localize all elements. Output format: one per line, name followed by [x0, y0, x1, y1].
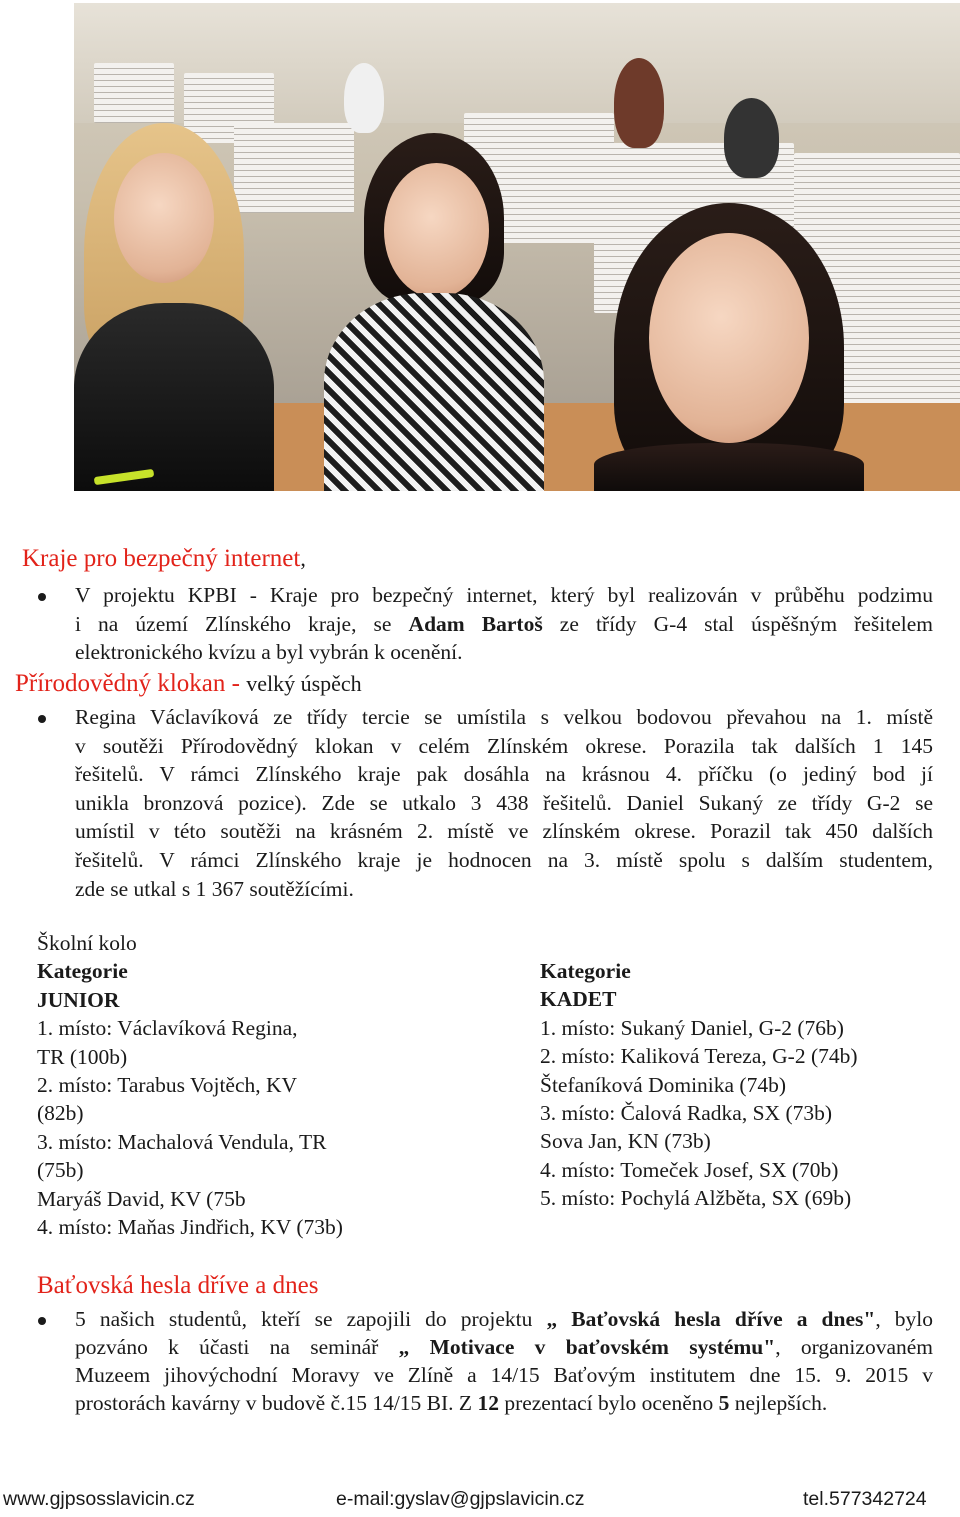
result-line: Štefaníková Dominika (74b)	[540, 1072, 787, 1097]
category-heading: Kategorie	[37, 959, 128, 984]
round-label: Školní kolo	[37, 931, 137, 955]
result-line: 3. místo: Machalová Vendula, TR	[37, 1129, 327, 1154]
heading-batovska-hesla: Baťovská hesla dříve a dnes	[37, 1272, 319, 1299]
footer-email: e-mail:gyslav@gjpslavicin.cz	[336, 1488, 585, 1510]
footer-phone: tel.577342724	[803, 1488, 927, 1510]
paragraph-kpbi	[75, 581, 933, 667]
results-kadet	[540, 957, 858, 1213]
text-line: unikla bronzová pozice). Zde se utkalo 3 438 řešitelů. Daniel Sukaný ze třídy G-2 se	[75, 790, 933, 815]
text-line: Muzeem jihovýchodní Moravy ve Zlíně a 14/15 Baťovým institutem dne 15. 9. 2015 v	[75, 1363, 933, 1387]
girl-right-face	[649, 233, 809, 443]
result-line: 1. místo: Václavíková Regina,	[37, 1016, 298, 1041]
category-heading: Kategorie	[540, 959, 631, 983]
result-line: 2. místo: Tarabus Vojtěch, KV	[37, 1073, 298, 1098]
background-person	[724, 98, 779, 178]
result-line: Maryáš David, KV (75b	[37, 1186, 246, 1211]
bullet	[38, 593, 46, 601]
text-line: Regina Václavíková ze třídy tercie se umístila s velkou bodovou převahou na 1. místě	[75, 705, 933, 729]
result-line: 3. místo: Čalová Radka, SX (73b)	[540, 1101, 833, 1126]
text-line: řešitelů. V rámci Zlínského kraje je hodnocen na 3. místě spolu s dalším studentem,	[75, 847, 933, 872]
result-line: 5. místo: Pochylá Alžběta, SX (69b)	[540, 1186, 852, 1211]
text-line: i na území Zlínského kraje, se Adam Bartoš ze třídy G-4 stal úspěšným řešitelem	[75, 611, 933, 636]
text-line: elektronického kvízu a byl vybrán k ocenění.	[75, 640, 463, 665]
category-name: KADET	[540, 987, 617, 1012]
paragraph-klokan	[75, 703, 933, 903]
result-line: 4. místo: Tomeček Josef, SX (70b)	[540, 1157, 839, 1182]
result-line: (82b)	[37, 1101, 84, 1126]
footer-website: www.gjpsosslavicin.cz	[3, 1488, 195, 1510]
background-person	[344, 63, 384, 133]
bullet	[38, 715, 46, 723]
heading-kpbi: Kraje pro bezpečný internet,	[22, 545, 306, 572]
heading-klokan: Přírodovědný klokan - velký úspěch	[15, 670, 362, 697]
bullet	[38, 1317, 46, 1325]
girl-middle-dress	[324, 293, 544, 491]
girl-right-body	[594, 443, 864, 491]
photo-students	[74, 3, 960, 491]
girl-left-body	[74, 303, 274, 491]
background-person	[614, 58, 664, 148]
text-line: umístil v této soutěži na krásném 2. místě ve zlínském okrese. Porazil tak 450 dalších	[75, 819, 933, 844]
book-stack	[234, 123, 354, 213]
result-line: 4. místo: Maňas Jindřich, KV (73b)	[37, 1215, 343, 1240]
text-line: V projektu KPBI - Kraje pro bezpečný internet, který byl realizován v průběhu podzimu	[75, 583, 933, 607]
girl-middle-face	[384, 163, 489, 298]
text-line: zde se utkal s 1 367 soutěžícími.	[75, 876, 354, 901]
result-line: 2. místo: Kaliková Tereza, G-2 (74b)	[540, 1044, 858, 1069]
result-line: 1. místo: Sukaný Daniel, G-2 (76b)	[540, 1015, 844, 1040]
result-line: TR (100b)	[37, 1044, 128, 1069]
girl-left-face	[114, 153, 214, 283]
result-line: (75b)	[37, 1158, 84, 1183]
text-line: pozváno k účasti na seminář „ Motivace v baťovském systému", organizovaném	[75, 1335, 934, 1359]
paragraph-batovska-hesla	[75, 1305, 933, 1417]
text-line: 5 našich studentů, kteří se zapojili do projektu „ Baťovská hesla dříve a dnes", bylo	[75, 1307, 933, 1331]
result-line: Sova Jan, KN (73b)	[540, 1129, 711, 1154]
category-name: JUNIOR	[37, 987, 120, 1012]
text-line: řešitelů. V rámci Zlínského kraje pak dosáhla na krásnou 4. příčku (o jediný bod jí	[75, 762, 933, 787]
text-line: v soutěži Přírodovědný klokan v celém Zlínském okrese. Porazila tak dalších 1 145	[75, 733, 933, 758]
text-line: prostorách kavárny v budově č.15 14/15 BI. Z 12 prezentací bylo oceněno 5 nejlepších.	[75, 1391, 828, 1415]
book-stack	[94, 63, 174, 123]
results-junior	[37, 929, 343, 1241]
